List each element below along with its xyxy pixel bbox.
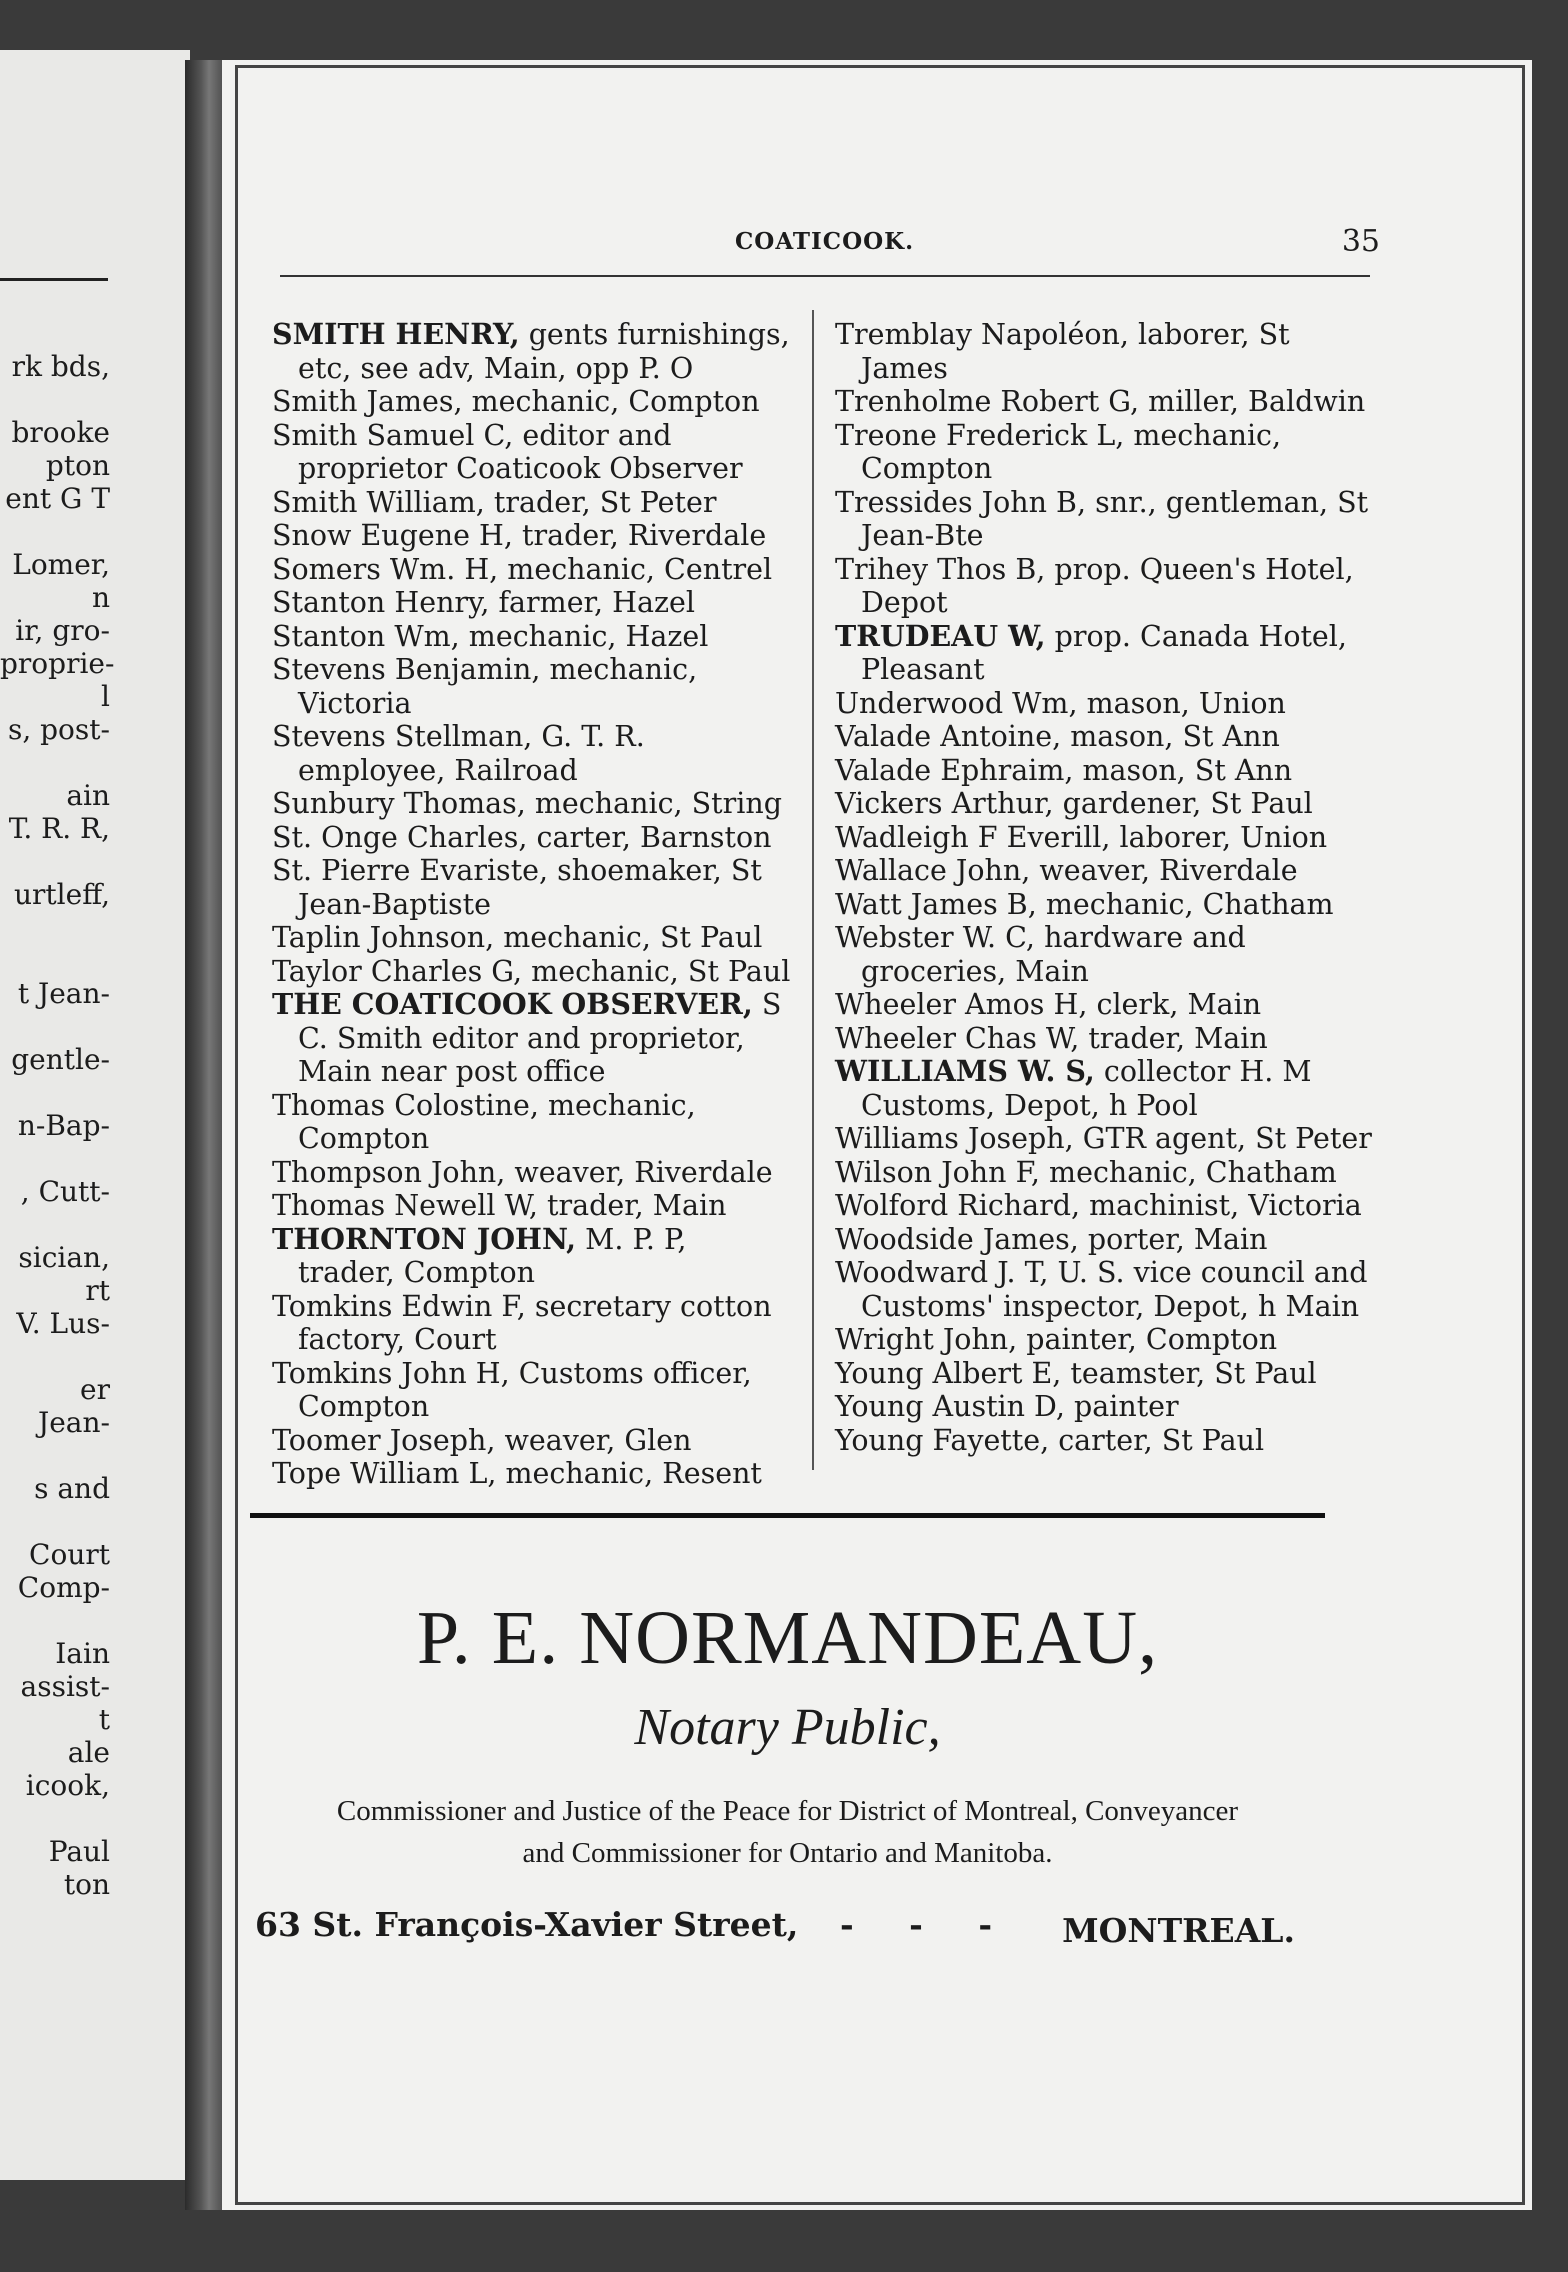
- entry-details: mason, Union: [1086, 686, 1286, 720]
- entry-name: Williams Joseph,: [835, 1122, 1074, 1155]
- entry-details: GTR agent, St Peter: [1082, 1122, 1372, 1155]
- entry-details: weaver, Riverdale: [514, 1155, 773, 1189]
- entry-name: SMITH HENRY,: [272, 317, 520, 351]
- facing-page-fragment: Court: [29, 1538, 110, 1571]
- entry-name: THE COATICOOK OBSERVER,: [272, 987, 753, 1021]
- directory-entry: [272, 318, 792, 385]
- entry-name: Vickers Arthur,: [835, 787, 1054, 820]
- directory-entry: [272, 1457, 792, 1491]
- entry-name: Stanton Henry,: [272, 586, 490, 619]
- entry-details: porter, Main: [1087, 1222, 1268, 1256]
- facing-page-fragment: [0, 383, 110, 416]
- facing-page-fragment: sician,: [18, 1241, 110, 1274]
- facing-page-fragment: proprie-: [0, 647, 115, 680]
- facing-page-rule: [0, 278, 108, 281]
- facing-page-fragment: brooke: [11, 416, 110, 449]
- facing-page-fragments: [0, 350, 115, 1901]
- facing-page-fragment: [0, 1505, 110, 1538]
- entry-details: painter, Compton: [1026, 1323, 1278, 1356]
- entry-name: Toomer Joseph,: [272, 1423, 496, 1457]
- entry-name: Valade Ephraim,: [835, 753, 1074, 787]
- facing-page-fragment: Iain: [55, 1637, 110, 1670]
- entry-name: Watt James B,: [835, 887, 1037, 921]
- entry-name: Young Fayette,: [835, 1423, 1050, 1457]
- entry-name: Treone Frederick L,: [835, 418, 1125, 452]
- entry-details: M. P. P, trader, Compton: [298, 1222, 687, 1289]
- directory-entry: [835, 1357, 1380, 1391]
- advertisement-rule: [250, 1513, 1325, 1518]
- facing-page-fragment: [0, 1802, 110, 1835]
- entry-name: Thomas Colostine,: [272, 1088, 539, 1122]
- facing-page-fragment: Paul: [48, 1835, 110, 1868]
- entry-name: Woodside James,: [835, 1222, 1079, 1256]
- entry-details: editor and proprietor Coaticook Observer: [298, 418, 743, 485]
- directory-entry: [835, 318, 1380, 385]
- entry-name: Smith Samuel C,: [272, 418, 514, 452]
- entry-name: Tremblay Napoléon,: [835, 318, 1129, 351]
- page-number: 35: [1341, 224, 1380, 259]
- header-rule: [280, 275, 1370, 277]
- directory-entry: [272, 419, 792, 486]
- directory-entry: [272, 519, 792, 553]
- entry-details: prop. Queen's Hotel, Depot: [861, 552, 1354, 619]
- entry-details: secretary cotton factory, Court: [298, 1289, 772, 1356]
- facing-page-fragment: pton: [45, 449, 110, 482]
- facing-page-fragment: icook,: [25, 1769, 110, 1802]
- book-gutter: [185, 60, 225, 2210]
- entry-details: laborer, Union: [1119, 820, 1328, 854]
- facing-page-fragment: [0, 1439, 110, 1472]
- entry-name: Wadleigh F Everill,: [835, 820, 1111, 854]
- directory-entry: [835, 419, 1380, 486]
- directory-entry: [835, 687, 1380, 721]
- entry-details: trader, St Peter: [493, 485, 717, 519]
- entry-details: trader, Main: [1088, 1021, 1268, 1055]
- entry-name: Valade Antoine,: [835, 720, 1062, 753]
- entry-name: Thompson John,: [272, 1155, 506, 1189]
- entry-details: painter: [1074, 1390, 1179, 1423]
- entry-name: Wright John,: [835, 1323, 1018, 1356]
- entry-name: Webster W. C,: [835, 921, 1035, 954]
- entry-name: Stevens Stellman,: [272, 720, 533, 753]
- facing-page-fragment: er: [80, 1373, 110, 1406]
- entry-details: mechanic, Chatham: [1045, 887, 1334, 921]
- directory-entry: [835, 1189, 1380, 1223]
- directory-entry: [835, 720, 1380, 754]
- directory-entry: [835, 1022, 1380, 1056]
- entry-details: S C. Smith editor and proprietor, Main near post office: [298, 988, 782, 1088]
- entry-name: WILLIAMS W. S,: [835, 1054, 1095, 1088]
- entry-details: laborer, St James: [861, 318, 1290, 385]
- advertisement-footer: [255, 1905, 1335, 1955]
- facing-page-fragment: [0, 746, 110, 779]
- facing-page-fragment: [0, 944, 110, 977]
- advertisement-dashes: - - -: [840, 1905, 1015, 1944]
- directory-entry: [272, 1156, 792, 1190]
- directory-entry: [835, 1424, 1380, 1458]
- facing-page-fragment: V. Lus-: [16, 1307, 110, 1340]
- facing-page-fragment: , Cutt-: [20, 1175, 110, 1208]
- entry-details: mason, St Ann: [1070, 720, 1280, 753]
- facing-page-fragment: s, post-: [7, 713, 110, 746]
- directory-entry: [272, 1424, 792, 1458]
- advertisement-description-line: and Commissioner for Ontario and Manitoba.: [522, 1837, 1053, 1869]
- entry-name: THORNTON JOHN,: [272, 1221, 577, 1256]
- entry-details: U. S. vice council and Customs' inspector, Depot, h Main: [861, 1256, 1368, 1323]
- facing-page-fragment: [0, 1340, 110, 1373]
- entry-name: Tope William L,: [272, 1457, 497, 1490]
- directory-entry: [272, 787, 792, 821]
- directory-entry: [835, 754, 1380, 788]
- directory-entry: [272, 988, 792, 1089]
- entry-name: Wallace John,: [835, 854, 1031, 887]
- facing-page-fragment: [0, 845, 110, 878]
- directory-entry: [272, 1357, 792, 1424]
- directory-entry: [272, 553, 792, 587]
- directory-entry: [272, 921, 792, 955]
- directory-entry: [835, 1156, 1380, 1190]
- facing-page-fragment: Lomer,: [12, 548, 110, 581]
- entry-details: hardware and groceries, Main: [861, 921, 1246, 988]
- advertisement-city: MONTREAL.: [1062, 1911, 1295, 1950]
- entry-name: Trihey Thos B,: [835, 552, 1046, 586]
- directory-entry: [272, 955, 792, 989]
- entry-name: Sunbury Thomas,: [272, 787, 526, 820]
- directory-entry: [272, 653, 792, 720]
- entry-details: mechanic, St Paul: [531, 954, 791, 988]
- entry-details: miller, Baldwin: [1148, 385, 1366, 418]
- entry-details: machinist, Victoria: [1089, 1189, 1362, 1222]
- entry-details: mechanic, Resent: [505, 1457, 762, 1490]
- directory-entry: [272, 385, 792, 419]
- directory-entry: [835, 787, 1380, 821]
- directory-entry: [835, 1223, 1380, 1257]
- directory-entry: [835, 1256, 1380, 1323]
- page-header: [270, 222, 1380, 262]
- entry-details: trader, Main: [547, 1189, 727, 1222]
- entry-name: Underwood Wm,: [835, 686, 1078, 720]
- facing-page-fragment: ir, gro-: [15, 614, 110, 647]
- directory-entry: [835, 1323, 1380, 1357]
- entry-details: carter, St Paul: [1058, 1423, 1265, 1457]
- facing-page-fragment: [0, 1076, 110, 1109]
- entry-details: mechanic, Centrel: [507, 552, 773, 586]
- entry-name: Stanton Wm,: [272, 619, 460, 653]
- facing-page-fragment: ent G T: [5, 482, 110, 515]
- entry-name: Tressides John B,: [835, 485, 1087, 519]
- entry-details: prop. Canada Hotel, Pleasant: [861, 619, 1347, 686]
- running-title: COATICOOK.: [735, 228, 915, 255]
- entry-details: shoemaker, St Jean-Baptiste: [298, 854, 762, 921]
- entry-name: Trenholme Robert G,: [835, 385, 1140, 418]
- directory-column-right: [835, 318, 1380, 1457]
- facing-page-fragment: [0, 911, 110, 944]
- column-divider: [812, 310, 814, 1470]
- facing-page: [0, 50, 190, 2180]
- facing-page-fragment: Jean-: [38, 1406, 110, 1439]
- entry-details: weaver, Glen: [504, 1423, 692, 1457]
- directory-column-left: [272, 318, 792, 1491]
- directory-entry: [835, 486, 1380, 553]
- directory-entry: [835, 620, 1380, 687]
- facing-page-fragment: n: [91, 581, 110, 614]
- entry-name: Taplin Johnson,: [272, 921, 495, 954]
- directory-entry: [272, 1189, 792, 1223]
- facing-page-fragment: [0, 1010, 110, 1043]
- advertisement-title: Notary Public,: [634, 1699, 941, 1756]
- entry-details: mechanic, St Paul: [503, 921, 763, 954]
- entry-details: mason, St Ann: [1082, 753, 1293, 787]
- entry-name: Snow Eugene H,: [272, 519, 513, 552]
- entry-name: Smith William,: [272, 485, 485, 519]
- directory-entry: [272, 486, 792, 520]
- entry-details: carter, Barnston: [536, 820, 772, 854]
- facing-page-fragment: urtleff,: [14, 878, 110, 911]
- advertisement-address: 63 St. François-Xavier Street,: [255, 1905, 799, 1944]
- entry-name: Young Albert E,: [835, 1356, 1062, 1390]
- facing-page-fragment: ton: [63, 1868, 110, 1901]
- directory-entry: [835, 553, 1380, 620]
- entry-details: mechanic, String: [534, 787, 782, 820]
- entry-name: Somers Wm. H,: [272, 552, 499, 586]
- facing-page-fragment: [0, 1208, 110, 1241]
- directory-entry: [272, 821, 792, 855]
- entry-details: mechanic, Compton: [861, 418, 1282, 485]
- entry-details: mechanic, Chatham: [1049, 1155, 1337, 1189]
- entry-details: G. T. R. employee, Railroad: [298, 720, 645, 787]
- facing-page-fragment: l: [101, 680, 110, 713]
- directory-entry: [272, 620, 792, 654]
- directory-entry: [272, 720, 792, 787]
- entry-name: St. Pierre Evariste,: [272, 854, 549, 887]
- facing-page-fragment: [0, 515, 110, 548]
- entry-name: Tomkins Edwin F,: [272, 1289, 526, 1323]
- entry-details: mechanic, Hazel: [468, 619, 709, 653]
- directory-entry: [272, 1290, 792, 1357]
- directory-entry: [835, 821, 1380, 855]
- facing-page-fragment: assist-: [20, 1670, 110, 1703]
- entry-name: Tomkins John H,: [272, 1356, 510, 1390]
- directory-entry: [835, 888, 1380, 922]
- entry-details: gardener, St Paul: [1062, 787, 1313, 820]
- facing-page-fragment: rk bds,: [11, 350, 110, 383]
- entry-name: Thomas Newell W,: [272, 1189, 538, 1222]
- entry-details: clerk, Main: [1096, 988, 1262, 1021]
- directory-entry: [835, 385, 1380, 419]
- facing-page-fragment: t Jean-: [17, 977, 110, 1010]
- facing-page-fragment: n-Bap-: [17, 1109, 110, 1142]
- directory-entry: [272, 854, 792, 921]
- entry-details: mechanic, Compton: [298, 1088, 696, 1155]
- facing-page-fragment: rt: [85, 1274, 110, 1307]
- directory-entry: [835, 921, 1380, 988]
- entry-name: Taylor Charles G,: [272, 954, 523, 988]
- entry-details: gents furnishings, etc, see adv, Main, opp P. O: [298, 318, 790, 385]
- entry-name: Woodward J. T,: [835, 1256, 1049, 1289]
- entry-name: Young Austin D,: [835, 1390, 1065, 1423]
- entry-name: St. Onge Charles,: [272, 820, 528, 854]
- entry-details: snr., gentleman, St Jean-Bte: [861, 485, 1369, 552]
- facing-page-fragment: Comp-: [17, 1571, 110, 1604]
- entry-name: Stevens Benjamin,: [272, 653, 541, 686]
- entry-details: trader, Riverdale: [522, 519, 767, 552]
- entry-name: Wilson John F,: [835, 1155, 1040, 1189]
- directory-entry: [835, 1390, 1380, 1424]
- directory-entry: [272, 1089, 792, 1156]
- directory-entry: [272, 586, 792, 620]
- advertisement-description-line: Commissioner and Justice of the Peace for District of Montreal, Conveyancer: [336, 1795, 1239, 1827]
- advertisement-description: [240, 1790, 1335, 1874]
- entry-name: Wolford Richard,: [835, 1189, 1081, 1222]
- directory-entry: [835, 988, 1380, 1022]
- directory-entry: [835, 1055, 1380, 1122]
- facing-page-fragment: [0, 1142, 110, 1175]
- entry-details: mechanic, Victoria: [298, 653, 698, 720]
- directory-entry: [835, 1122, 1380, 1156]
- facing-page-fragment: T. R. R,: [8, 812, 110, 845]
- facing-page-fragment: t: [98, 1703, 110, 1736]
- entry-details: farmer, Hazel: [498, 586, 696, 619]
- entry-details: collector H. M Customs, Depot, h Pool: [861, 1055, 1312, 1122]
- entry-name: Wheeler Amos H,: [835, 988, 1088, 1021]
- entry-details: mechanic, Compton: [471, 385, 760, 418]
- facing-page-fragment: [0, 1604, 110, 1637]
- facing-page-fragment: gentle-: [11, 1043, 110, 1076]
- facing-page-fragment: s and: [34, 1472, 110, 1505]
- directory-entry: [272, 1223, 792, 1290]
- entry-details: teamster, St Paul: [1070, 1356, 1317, 1390]
- facing-page-fragment: ain: [66, 779, 110, 812]
- entry-details: Customs officer, Compton: [298, 1356, 752, 1423]
- entry-name: TRUDEAU W,: [835, 618, 1046, 653]
- advertisement-name: P. E. NORMANDEAU,: [416, 1596, 1159, 1680]
- facing-page-fragment: ale: [67, 1736, 110, 1769]
- directory-entry: [835, 854, 1380, 888]
- entry-name: Wheeler Chas W,: [835, 1021, 1080, 1055]
- entry-details: weaver, Riverdale: [1039, 854, 1298, 887]
- entry-name: Smith James,: [272, 385, 463, 418]
